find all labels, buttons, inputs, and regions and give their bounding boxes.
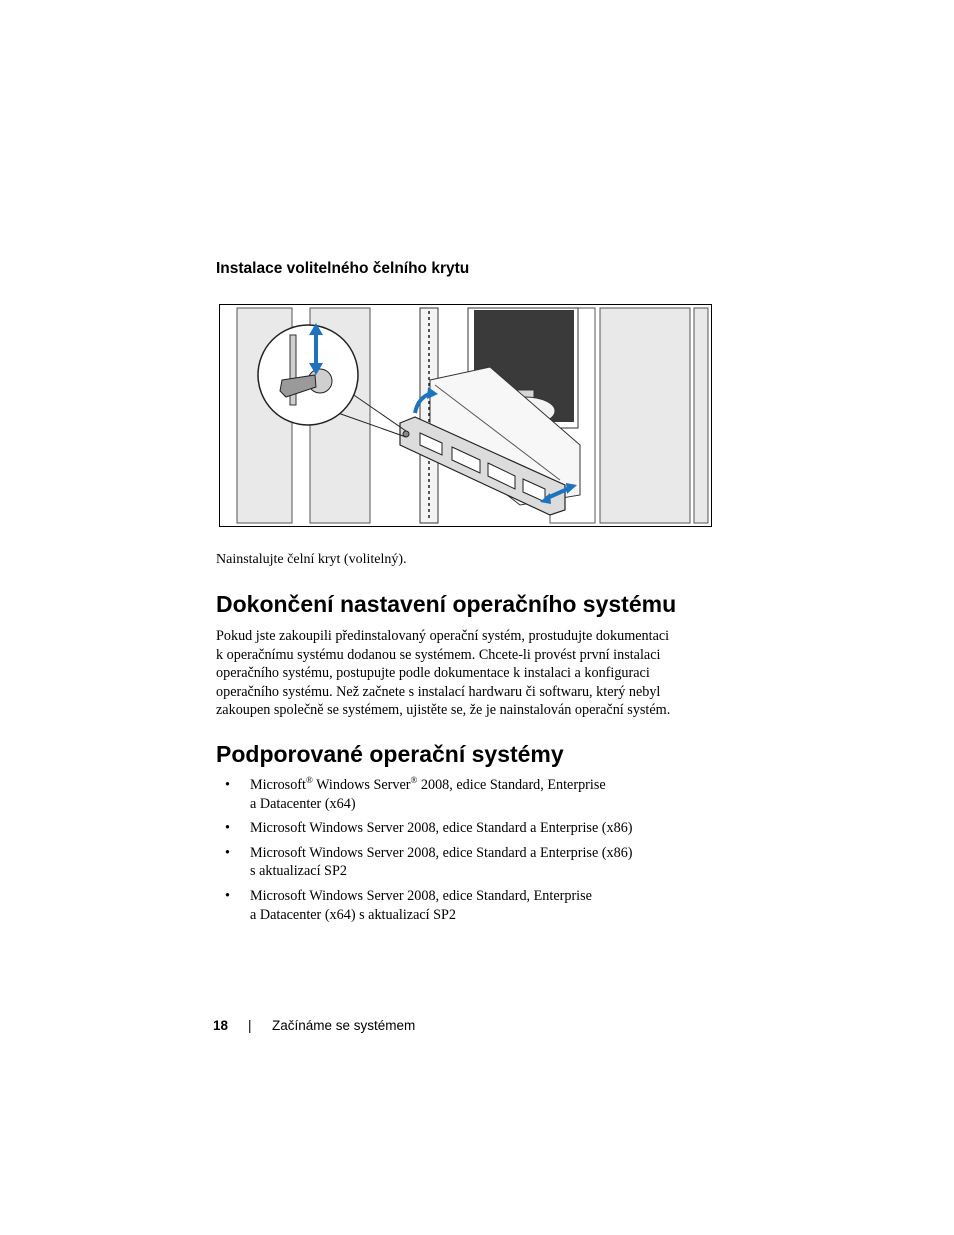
bullet-icon: • xyxy=(225,820,230,837)
list-item xyxy=(216,887,736,924)
page-footer xyxy=(213,1018,416,1033)
list-item-line: Microsoft® Windows Server® 2008, edice Standard, Enterprise xyxy=(250,775,606,793)
paragraph-line: zakoupen společně se systémem, ujistěte se, že je nainstalován operační systém. xyxy=(216,702,671,719)
list-item-line: a Datacenter (x64) s aktualizací SP2 xyxy=(250,906,457,923)
list-item-line: Microsoft Windows Server 2008, edice Standard a Enterprise (x86) xyxy=(250,844,633,861)
list-item xyxy=(216,819,736,838)
supported-os-list xyxy=(216,776,736,924)
bullet-icon: • xyxy=(225,777,230,793)
paragraph-line: operačního systému, postupujte podle dokumentace k instalaci a konfiguraci xyxy=(216,665,650,682)
page-number: 18 xyxy=(213,1018,229,1033)
chapter-title: Začínáme se systémem xyxy=(272,1018,416,1033)
figure-caption: Nainstalujte čelní kryt (volitelný). xyxy=(216,552,407,567)
paragraph-line: k operačnímu systému dodanou se systémem. Chcete-li provést první instalaci xyxy=(216,646,661,663)
paragraph-line: operačního systému. Než začnete s instalací hardwaru či softwaru, který nebyl xyxy=(216,683,661,700)
list-item-line: s aktualizací SP2 xyxy=(250,863,347,880)
list-item-line: a Datacenter (x64) xyxy=(250,795,356,812)
list-item-line: Microsoft Windows Server 2008, edice Standard a Enterprise (x86) xyxy=(250,820,633,837)
footer-separator: | xyxy=(248,1018,252,1033)
section-heading-supported-os: Podporované operační systémy xyxy=(216,741,564,767)
paragraph-line: Pokud jste zakoupili předinstalovaný operační systém, prostudujte dokumentaci xyxy=(216,628,670,644)
figure-heading: Instalace volitelného čelního krytu xyxy=(216,260,470,277)
os-setup-paragraph xyxy=(216,627,716,720)
list-item xyxy=(216,776,736,813)
bullet-icon: • xyxy=(225,887,230,904)
list-item-line: Microsoft Windows Server 2008, edice Standard, Enterprise xyxy=(250,887,592,904)
bezel-installation-illustration xyxy=(219,304,712,527)
section-heading-os-setup: Dokončení nastavení operačního systému xyxy=(216,591,677,617)
list-item xyxy=(216,844,736,881)
bullet-icon: • xyxy=(225,844,230,861)
